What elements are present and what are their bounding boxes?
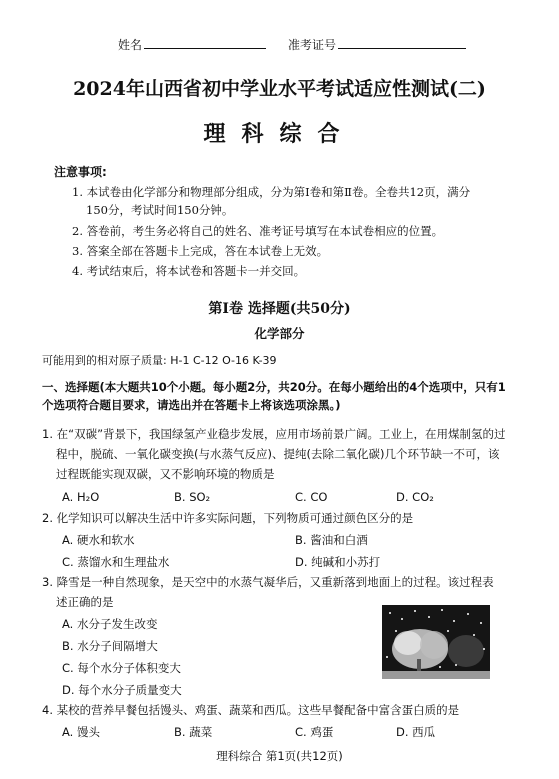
question-line: 述正确的是 [56,595,114,609]
section-title: 第Ⅰ卷 选择题(共50分) [208,301,351,317]
exam-id-label: 准考证号 [288,38,337,52]
snowfall-photo [382,605,490,679]
option-c[interactable]: C. 蒸馏水和生理盐水 [62,555,170,569]
option-d[interactable]: D. 每个水分子质量变大 [62,683,182,697]
option-a[interactable]: A. 馒头 [62,725,100,739]
option-b[interactable]: B. 酱油和白酒 [295,533,368,547]
option-d[interactable]: D. 纯碱和小苏打 [295,555,381,569]
page-footer: 理科综合 第1页(共12页) [216,749,343,763]
option-d[interactable]: D. CO₂ [396,490,434,504]
instruction-line: 个选项符合题目要求，请选出并在答题卡上将该选项涂黑。) [42,398,341,412]
option-c[interactable]: C. 每个水分子体积变大 [62,661,181,675]
notice-item: 1. 本试卷由化学部分和物理部分组成，分为第Ⅰ卷和第Ⅱ卷。全卷共12页，满分 [72,185,471,199]
option-a[interactable]: A. H₂O [62,490,100,504]
name-field-line[interactable] [144,36,266,49]
option-b[interactable]: B. SO₂ [174,490,211,504]
notice-heading: 注意事项: [54,165,107,179]
option-c[interactable]: C. CO [295,490,328,504]
name-label: 姓名 [118,38,143,52]
question-line: 3. 降雪是一种自然现象，是天空中的水蒸气凝华后，又重新落到地面上的过程。该过程表 [42,575,494,589]
option-b[interactable]: B. 水分子间隔增大 [62,639,158,653]
question-line: 1. 在“双碳”背景下，我国绿氢产业稳步发展，应用市场前景广阔。工业上，在用煤制氢的过 [42,427,506,441]
instruction-line: 一、选择题(本大题共10个小题。每小题2分，共20分。在每小题给出的4个选项中，只有1 [42,380,506,394]
exam-title: 2024年山西省初中学业水平考试适应性测试(二) [73,78,486,100]
question-4: 4. 某校的营养早餐包括馒头、鸡蛋、蔬菜和西瓜。这些早餐配备中富含蛋白质的是 [42,703,460,717]
option-d[interactable]: D. 西瓜 [396,725,436,739]
notice-item: 4. 考试结束后，将本试卷和答题卡一并交回。 [72,264,306,278]
snowy-tree-icon [382,605,490,679]
option-b[interactable]: B. 蔬菜 [174,725,213,739]
option-c[interactable]: C. 鸡蛋 [295,725,334,739]
part-title: 化学部分 [254,326,305,341]
question-1 [42,424,522,484]
notice-item: 3. 答案全部在答题卡上完成，答在本试卷上无效。 [72,244,329,258]
exam-id-field-line[interactable] [338,36,466,49]
section-instructions [42,378,522,414]
notice-item: 150分，考试时间150分钟。 [86,203,234,217]
question-line: 过程既能实现双碳，又不影响环境的物质是 [56,467,275,481]
option-a[interactable]: A. 硬水和软水 [62,533,135,547]
option-a[interactable]: A. 水分子发生改变 [62,617,158,631]
atomic-masses: 可能用到的相对原子质量: H-1 C-12 O-16 K-39 [42,354,277,367]
subject-title: 理科综合 [203,121,356,147]
question-line: 程中，脱硫、一氧化碳变换(与水蒸气反应)、提纯(去除二氧化碳)几个环节缺一不可，该 [56,447,500,461]
question-2: 2. 化学知识可以解决生活中许多实际问题，下列物质可通过颜色区分的是 [42,511,414,525]
notice-item: 2. 答卷前，考生务必将自己的姓名、准考证号填写在本试卷相应的位置。 [72,224,444,238]
